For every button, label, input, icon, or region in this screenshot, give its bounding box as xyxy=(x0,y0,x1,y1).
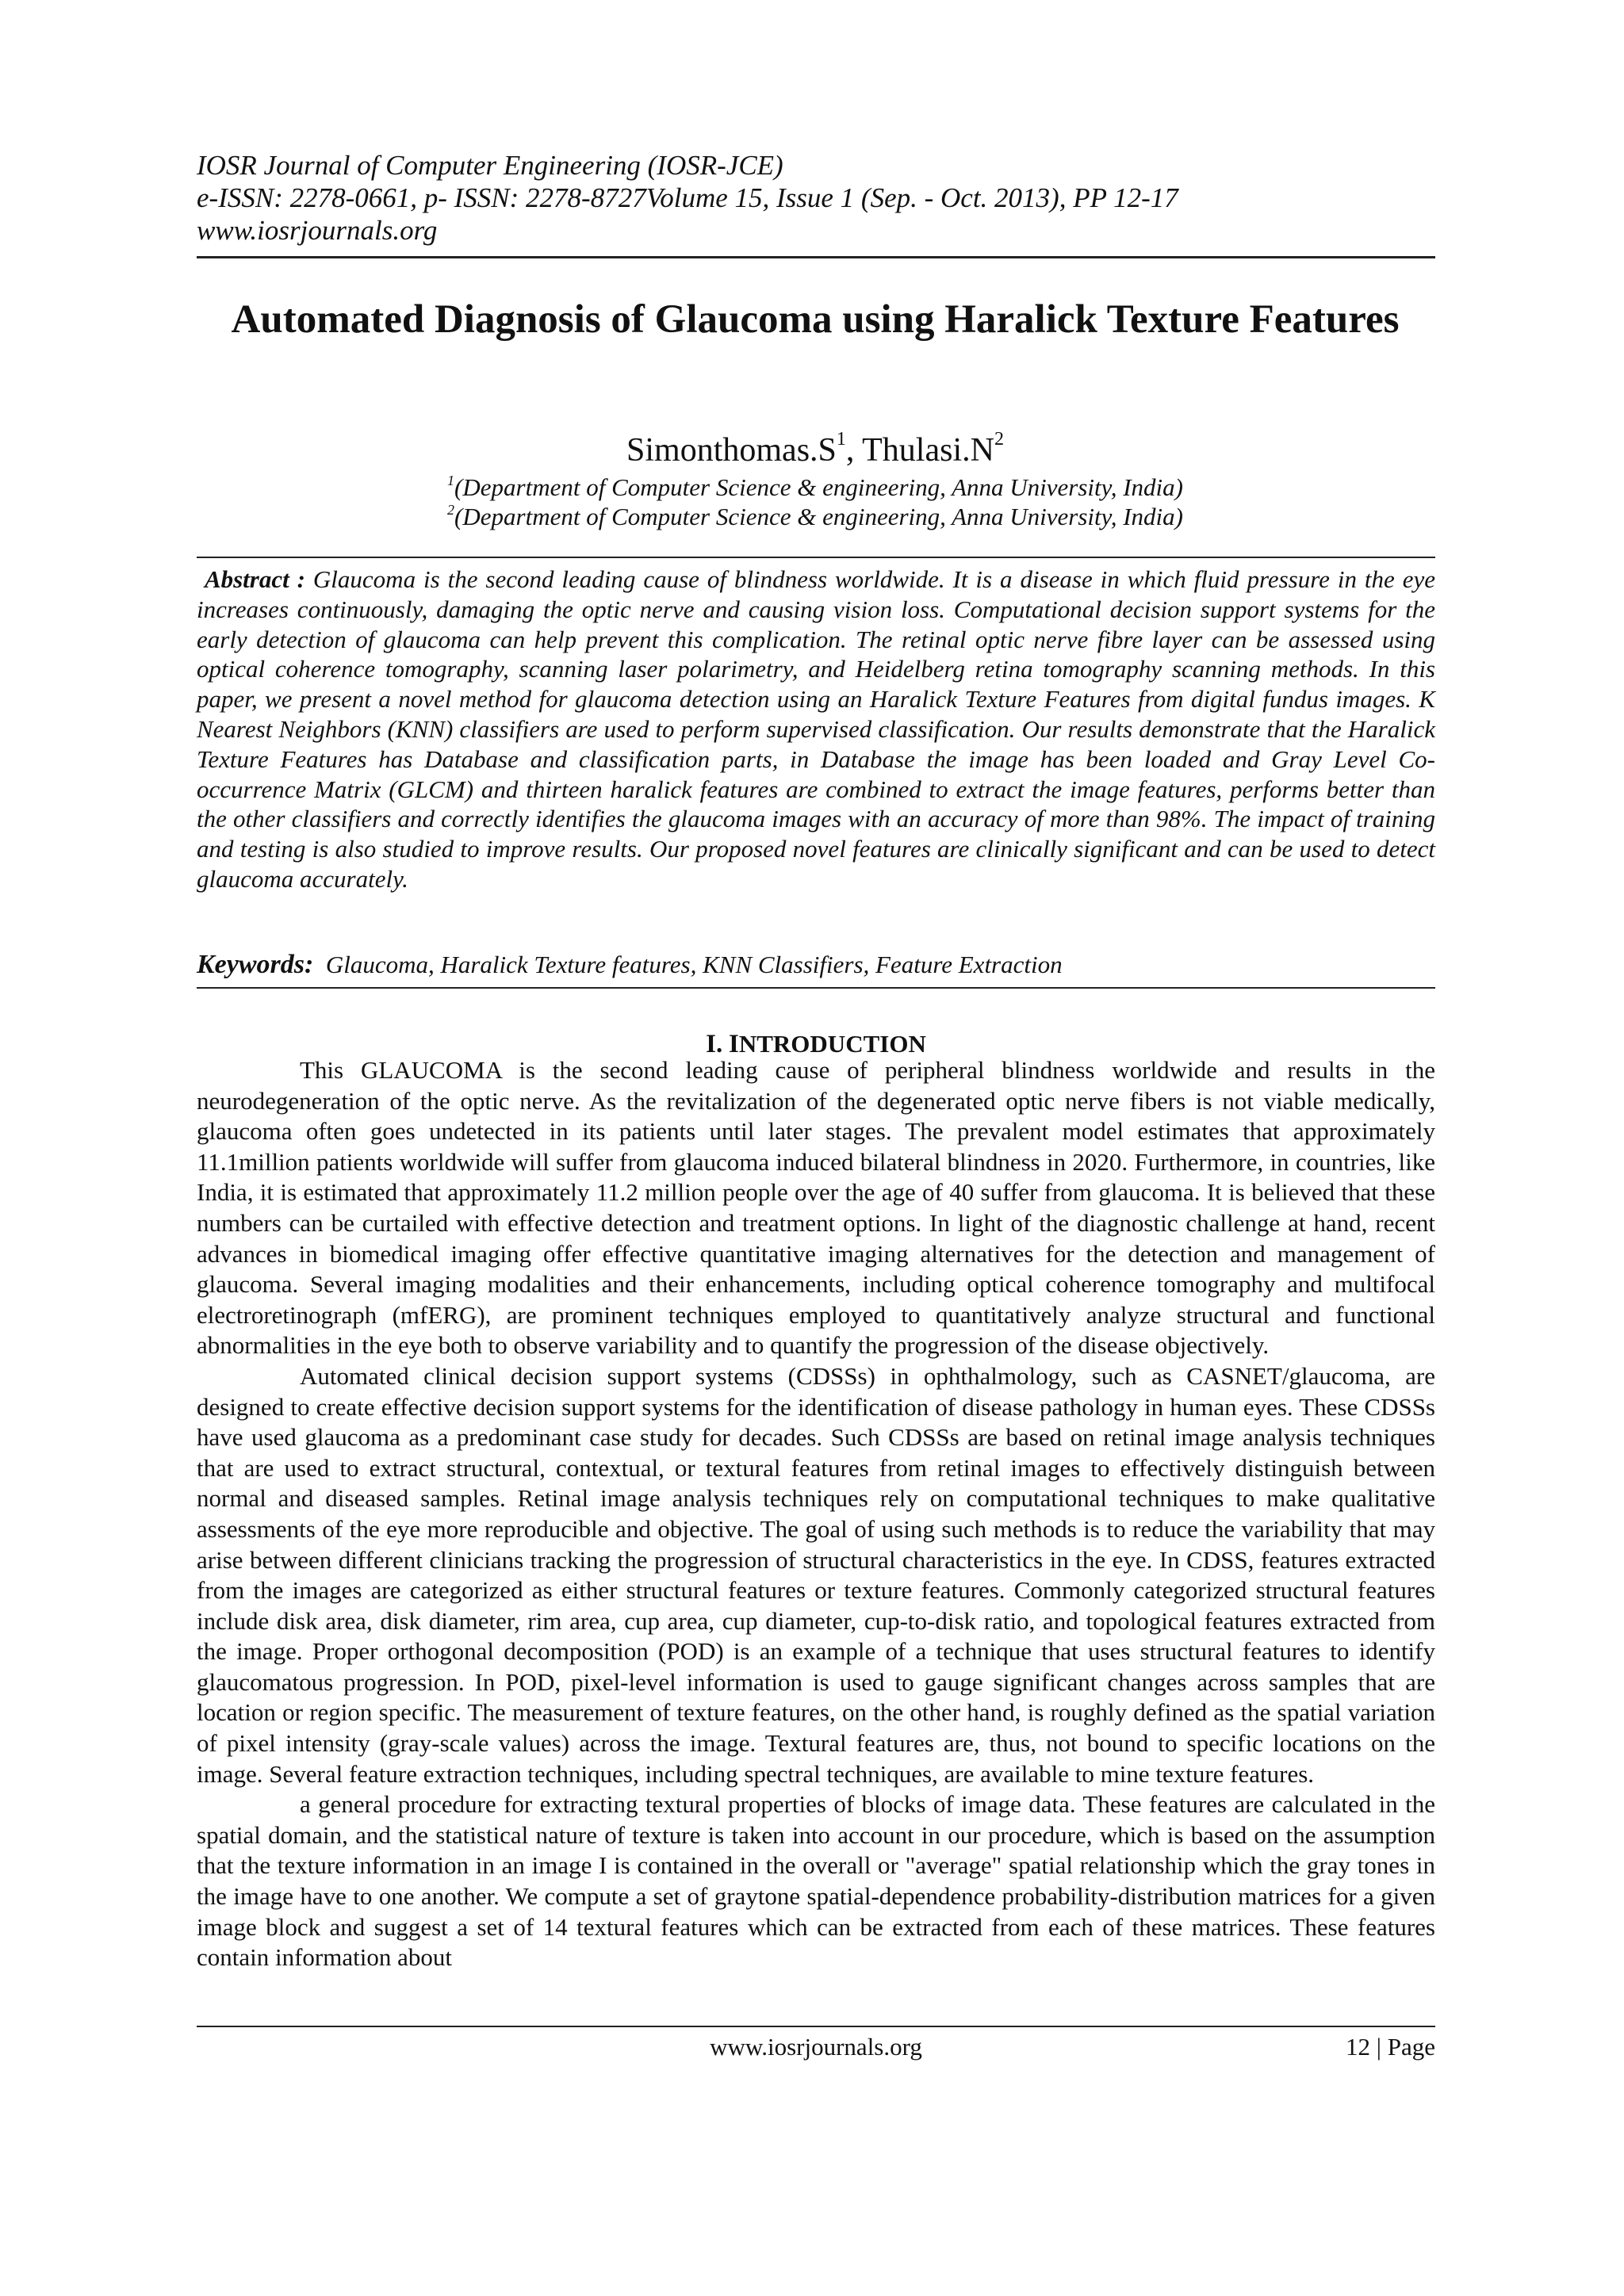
header-divider xyxy=(197,256,1435,258)
abstract xyxy=(197,564,1435,894)
introduction-body xyxy=(197,1055,1435,1973)
paragraph: This GLAUCOMA is the second leading cause of peripheral blindness worldwide and results in the neurodegeneration of the optic nerve. As the revitalization of the degenerated optic nerve fibers is not viable medically, glaucoma often goes undetected in its patients until later stages. The prevalent model estimates that approximately 11.1million patients worldwide will suffer from glaucoma induced bilateral blindness in 2020. Furthermore, in countries, like India, it is estimated that approximately 11.2 million people over the age of 40 suffer from glaucoma. It is believed that these numbers can be curtailed with effective detection and treatment options. In light of the diagnostic challenge at hand, recent advances in biomedical imaging offer effective quantitative imaging alternatives for the detection and management of glaucoma. Several imaging modalities and their enhancements, including optical coherence tomography and multifocal electroretinograph (mfERG), are prominent techniques employed to quantitatively analyze structural and functional abnormalities in the eye both to observe variability and to quantify the progression of the disease objectively. xyxy=(197,1056,1435,1360)
keywords-bottom-divider xyxy=(197,987,1435,989)
journal-header xyxy=(197,149,1434,247)
affiliation-2-text: (Department of Computer Science & engineering, Anna University, India) xyxy=(454,503,1183,530)
section-title-rest: NTRODUCTION xyxy=(738,1030,926,1058)
keywords-label: Keywords: xyxy=(197,950,314,979)
author-separator: , xyxy=(845,432,863,469)
author-1-superscript: 1 xyxy=(836,429,846,450)
affiliation-2-superscript: 2 xyxy=(447,502,455,518)
keywords-text: Glaucoma, Haralick Texture features, KNN Classifiers, Feature Extraction xyxy=(325,951,1063,978)
journal-website: www.iosrjournals.org xyxy=(197,215,438,246)
author-line xyxy=(197,419,1434,471)
affiliation-1-text: (Department of Computer Science & engineering, Anna University, India) xyxy=(454,473,1183,501)
footer-divider xyxy=(197,2026,1435,2027)
paragraph: a general procedure for extracting textural properties of blocks of image data. These features are calculated in the spatial domain, and the statistical nature of texture is taken into account in our procedure, which is based on the assumption that the texture information in an image I is contained in the overall or "average" spatial relationship which the gray tones in the image have to one another. We compute a set of graytone spatial-dependence probability-distribution matrices for a given image block and suggest a set of 14 textural features which can be extracted from each of these matrices. These features contain information about xyxy=(197,1790,1435,1972)
abstract-top-divider xyxy=(197,557,1435,558)
affiliation-1-superscript: 1 xyxy=(447,473,455,488)
paragraph: Automated clinical decision support systems (CDSSs) in ophthalmology, such as CASNET/glaucoma, are designed to create effective decision support systems for the identification of disease pathology in human eyes. These CDSSs have used glaucoma as a predominant case study for decades. Such CDSSs are based on retinal image analysis techniques that are used to extract structural, contextual, or textural features from retinal images to effectively distinguish between normal and diseased samples. Retinal image analysis techniques rely on computational techniques to make qualitative assessments of the eye more reproducible and objective. The goal of using such methods is to reduce the variability that may arise between different clinicians tracking the progression of structural characteristics in the eye. In CDSS, features extracted from the images are categorized as either structural features or texture features. Commonly categorized structural features include disk area, disk diameter, rim area, cup area, cup diameter, cup-to-disk ratio, and topological features extracted from the image. Proper orthogonal decomposition (POD) is an example of a technique that uses structural features to identify glaucomatous progression. In POD, pixel-level information is used to gauge significant changes across samples that are location or region specific. The measurement of texture features, on the other hand, is roughly defined as the spatial variation of pixel intensity (gray-scale values) across the image. Textural features are, thus, not bound to specific locations on the image. Several feature extraction techniques, including spectral techniques, are available to mine texture features. xyxy=(197,1361,1435,1788)
paper-title: Automated Diagnosis of Glaucoma using Haralick Texture Features xyxy=(231,297,1400,342)
section-number: I. xyxy=(706,1030,723,1058)
section-title-initial: I xyxy=(729,1030,739,1058)
page-number: 12 | Page xyxy=(1346,2033,1435,2061)
footer-website: www.iosrjournals.org xyxy=(710,2033,922,2061)
keywords xyxy=(197,950,1435,980)
affiliation-2 xyxy=(197,496,1434,531)
abstract-label: Abstract : xyxy=(204,565,305,593)
issn-line: e-ISSN: 2278-0661, p- ISSN: 2278-8727Volume 15, Issue 1 (Sep. - Oct. 2013), PP 12-17 xyxy=(197,182,1178,213)
author-1-name: Simonthomas.S xyxy=(626,432,837,469)
author-2-superscript: 2 xyxy=(994,429,1004,450)
journal-name: IOSR Journal of Computer Engineering (IOSR-JCE) xyxy=(197,150,783,181)
author-2-name: Thulasi.N xyxy=(862,432,994,469)
abstract-text: Glaucoma is the second leading cause of blindness worldwide. It is a disease in which fluid pressure in the eye increases continuously, damaging the optic nerve and causing vision loss. Computational decision support systems for the early detection of glaucoma can help prevent this complication. The retinal optic nerve fibre layer can be assessed using optical coherence tomography, scanning laser polarimetry, and Heidelberg retina tomography scanning methods. In this paper, we present a novel method for glaucoma detection using an Haralick Texture Features from digital fundus images. K Nearest Neighbors (KNN) classifiers are used to perform supervised classification. Our results demonstrate that the Haralick Texture Features has Database and classification parts, in Database the image has been loaded and Gray Level Co-occurrence Matrix (GLCM) and thirteen haralick features are combined to extract the image features, performs better than the other classifiers and correctly identifies the glaucoma images with an accuracy of more than 98%. The impact of training and testing is also studied to improve results. Our proposed novel features are clinically significant and can be used to detect glaucoma accurately. xyxy=(197,565,1435,893)
